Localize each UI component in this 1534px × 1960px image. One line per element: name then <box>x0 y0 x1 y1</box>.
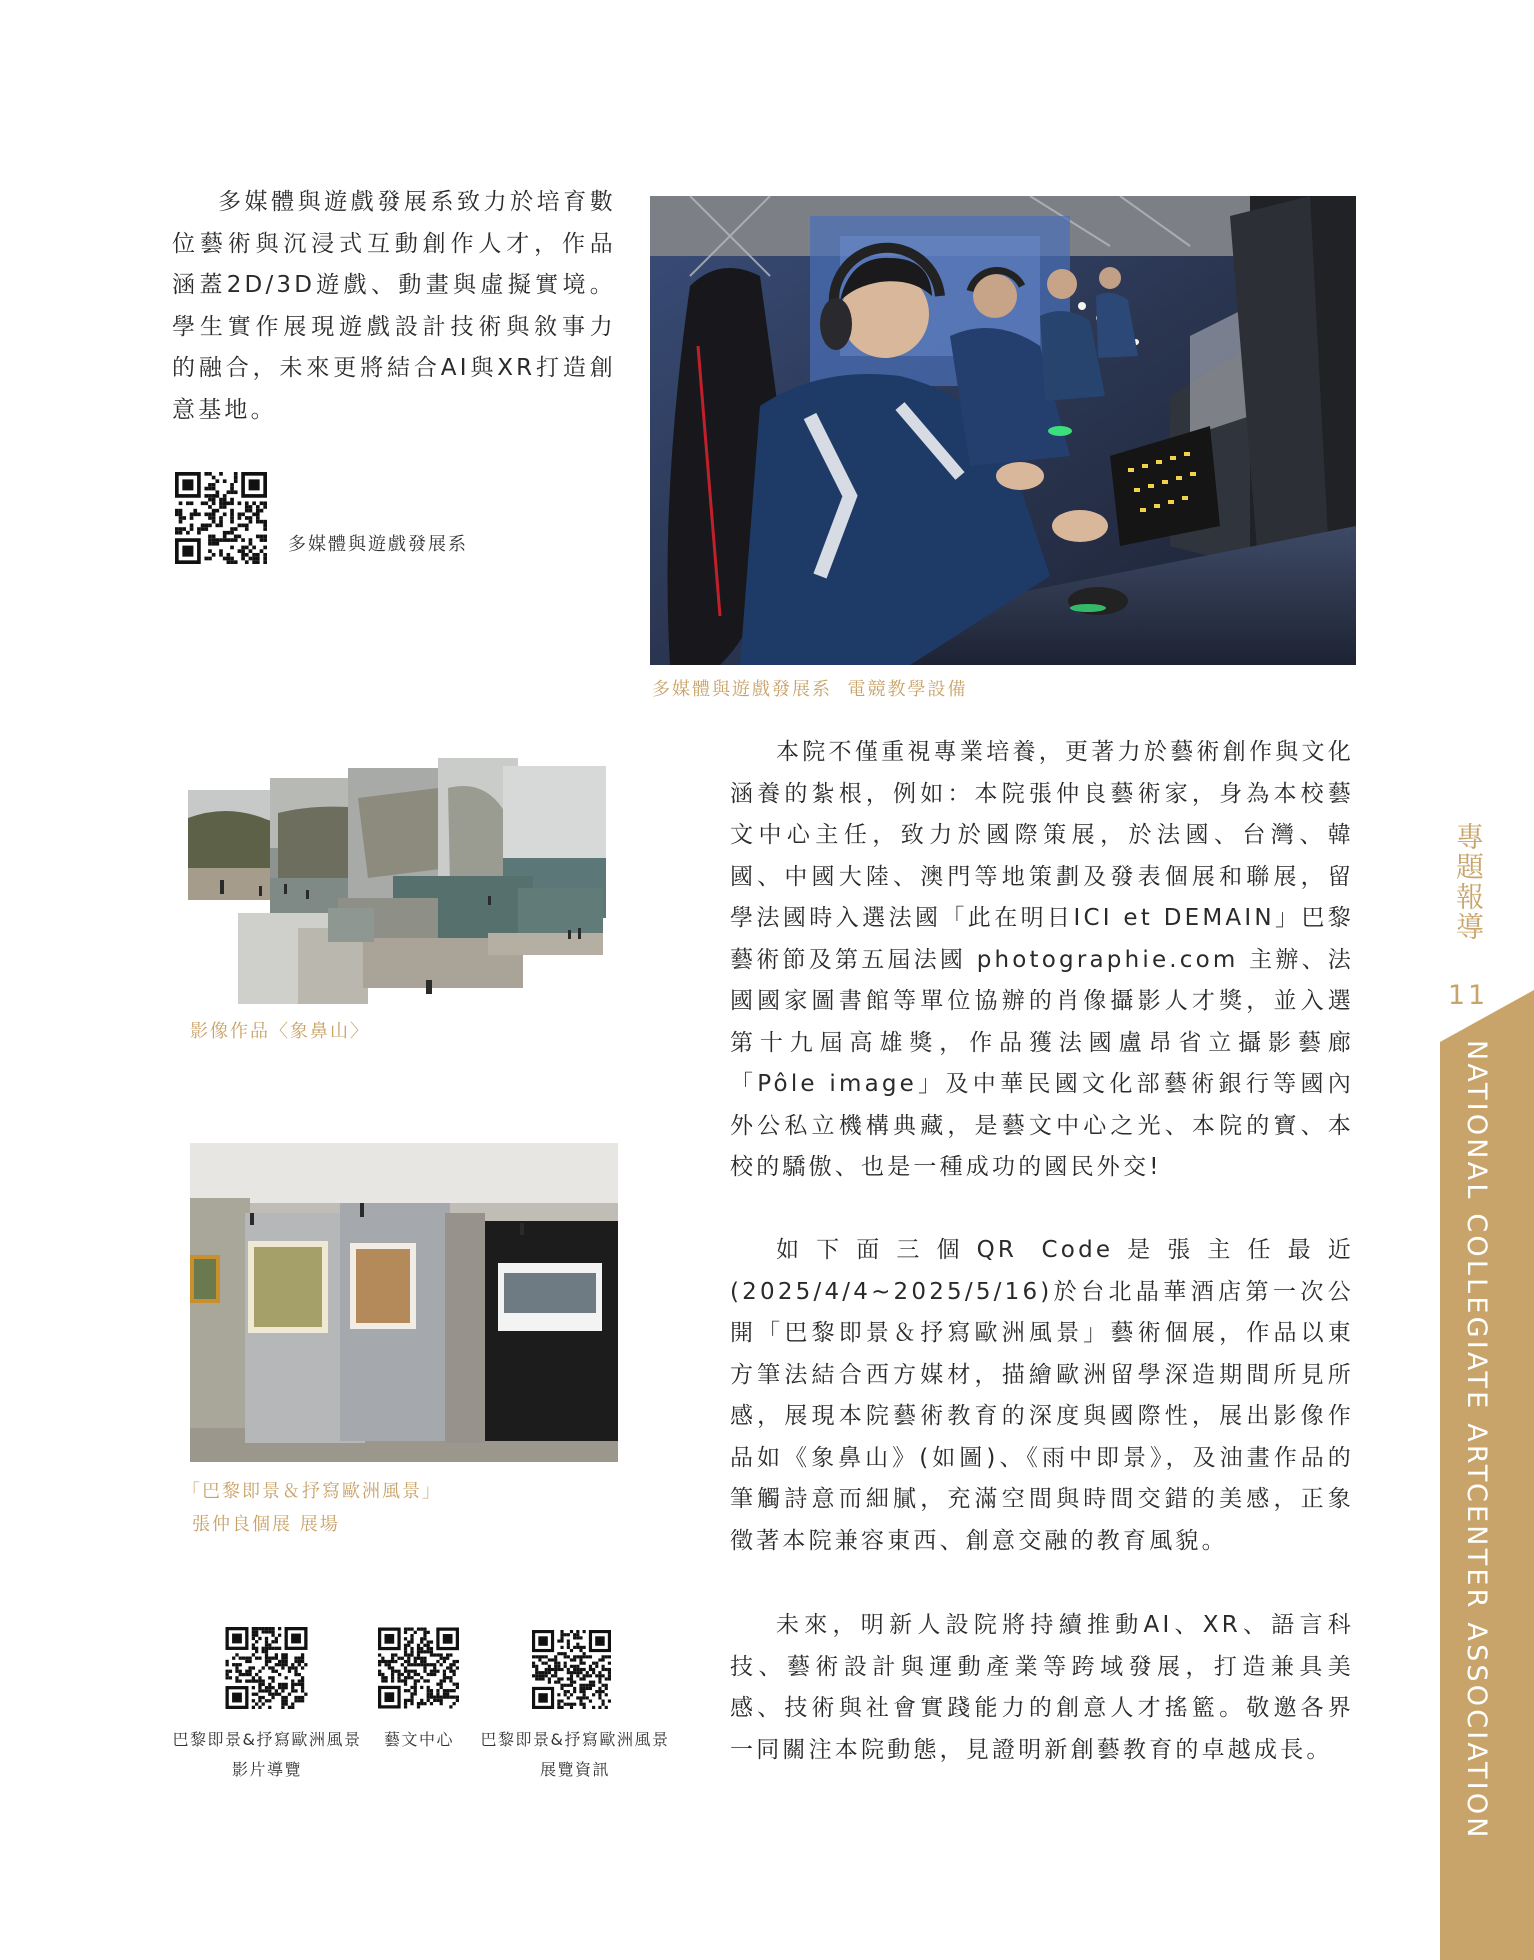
caption-esports: 多媒體與遊戲發展系 電競教學設備 <box>652 679 968 700</box>
intro-paragraph: 多媒體與遊戲發展系致力於培育數位藝術與沉浸式互動創作人才，作品涵蓋2D/3D遊戲、動畫與虛擬實境。學生實作展現遊戲設計技術與敘事力的融合，未來更將結合AI與XR打造創意基地。 <box>172 189 616 423</box>
qr-label-video-tour: 巴黎即景&抒寫歐洲風景 影片導覽 <box>172 1730 362 1779</box>
caption-collage: 影像作品〈象鼻山〉 <box>190 1021 370 1042</box>
qr-label-art-center: 藝文中心 <box>383 1730 454 1749</box>
organization-name: NATIONAL COLLEGIATE ARTCENTER ASSOCIATION <box>1461 1040 1492 1841</box>
caption-exhibition-line2: 張仲良個展 展場 <box>192 1514 340 1535</box>
qr-code-video-tour[interactable] <box>225 1627 308 1709</box>
page-number: 11 <box>1447 980 1489 1011</box>
exhibition-illustration <box>190 1143 618 1462</box>
photo-collage-elephant-rock <box>188 758 616 1004</box>
body-paragraph-1: 本院不僅重視專業培養，更著力於藝術創作與文化涵養的紮根，例如：本院張仲良藝術家，身為本校藝文中心主任，致力於國際策展，於法國、台灣、韓國、中國大陸、澳門等地策劃及發表個展和聯展，留學法國時入選法國「此在明日ICI et DEMAIN」巴黎藝術節及第五屆法國 photographie.com 主辦、法國國家圖書館等單位協辦的肖像攝影人才獎，並入選第十九屆高雄獎，作品獲法國盧昂省立攝影藝廊「Pôle image」及中華民國文化部藝術銀行等國內外公私立機構典藏，是藝文中心之光、本院的寶、本校的驕傲、也是一種成功的國民外交! <box>730 739 1354 1180</box>
qr-code-exhibition-info[interactable] <box>532 1630 611 1709</box>
esports-illustration <box>650 196 1356 665</box>
photo-exhibition-hall <box>190 1143 618 1462</box>
qr-label-exhibition-info: 巴黎即景&抒寫歐洲風景 展覽資訊 <box>480 1730 670 1779</box>
body-paragraph-3: 未來，明新人設院將持續推動AI、XR、語言科技、藝術設計與運動產業等跨域發展，打造兼具美感、技術與社會實踐能力的創意人才搖籃。敬邀各界一同關注本院動態，見證明新創藝教育的卓越成長。 <box>730 1612 1354 1763</box>
photo-esports-classroom <box>650 196 1356 665</box>
qr-label-department: 多媒體與遊戲發展系 <box>288 534 468 555</box>
body-paragraph-2: 如下面三個QR Code是張主任最近(2025/4/4~2025/5/16)於台北晶華酒店第一次公開「巴黎即景＆抒寫歐洲風景」藝術個展，作品以東方筆法結合西方媒材，描繪歐洲留學深造期間所見所感，展現本院藝術教育的深度與國際性，展出影像作品如《象鼻山》(如圖)、《雨中即景》，及油畫作品的筆觸詩意而細膩，充滿空間與時間交錯的美感，正象徵著本院兼容東西、創意交融的教育風貌。 <box>730 1237 1354 1554</box>
qr-code-art-center[interactable] <box>378 1627 459 1709</box>
caption-exhibition-line1: 「巴黎即景＆抒寫歐洲風景」 <box>182 1481 442 1502</box>
qr-code-department[interactable] <box>174 472 268 564</box>
section-title: 專題報導 <box>1452 822 1485 942</box>
collage-illustration <box>188 758 616 1004</box>
